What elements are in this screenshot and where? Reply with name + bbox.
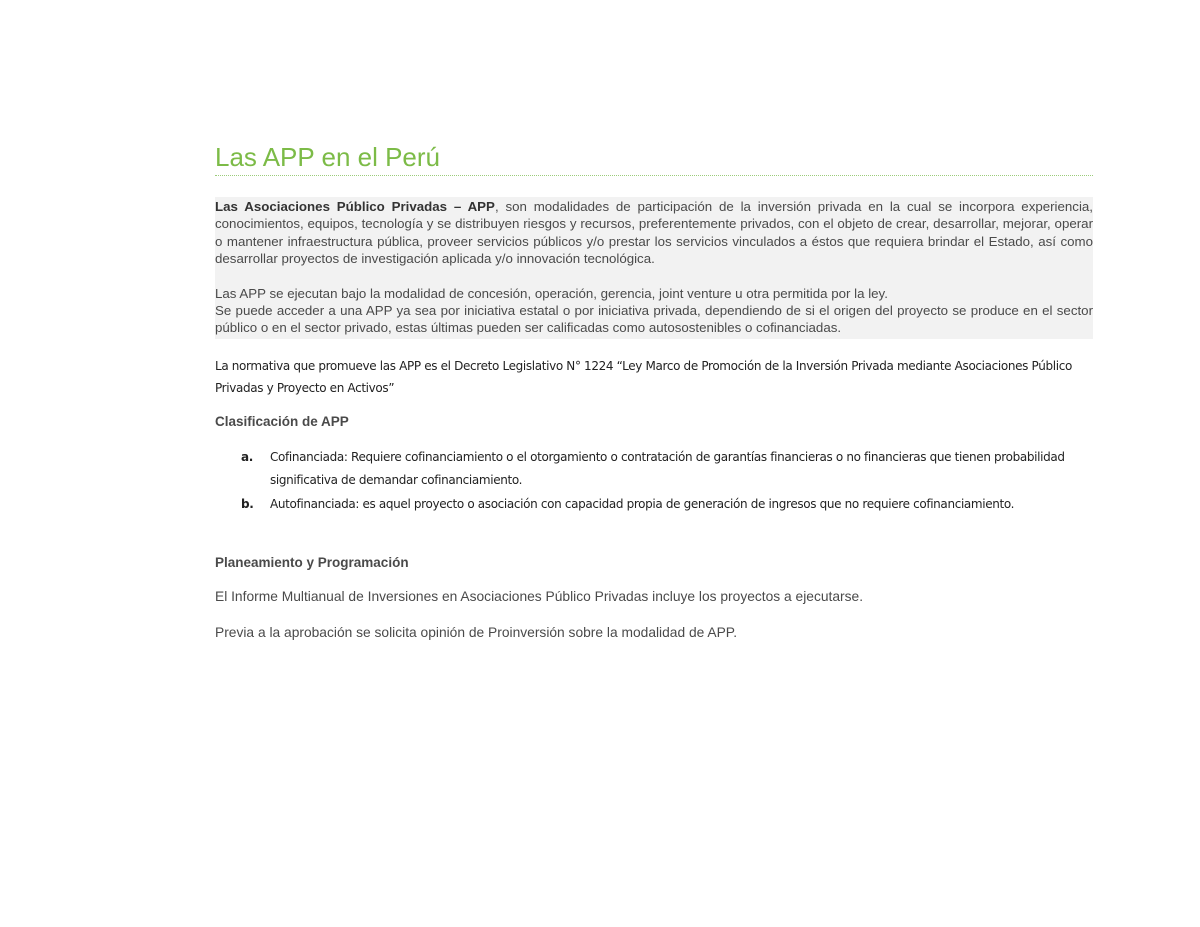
list-marker: b.: [241, 496, 254, 511]
list-item-text: Autofinanciada: es aquel proyecto o asociación con capacidad propia de generación de ingresos que no requiere cofinanciamiento.: [270, 496, 1015, 511]
modalities-paragraph: Las APP se ejecutan bajo la modalidad de concesión, operación, gerencia, joint venture u otra permitida por la ley.: [215, 285, 888, 301]
planning-heading: Planeamiento y Programación: [215, 555, 409, 571]
intro-bold-lead: Las Asociaciones Público Privadas – APP: [215, 199, 495, 214]
intro-box: [215, 197, 1093, 339]
planning-paragraph-1: El Informe Multianual de Inversiones en Asociaciones Público Privadas incluye los proyectos a ejecutarse.: [215, 589, 864, 605]
intro-paragraph: [215, 198, 1093, 268]
list-marker: a.: [241, 449, 253, 464]
intro-rest: , son modalidades de participación de la inversión privada en la cual se incorpora experiencia, conocimientos, equipos, tecnología y se distribuyen riesgos y recursos, preferentemente privados, con el objeto de crear, desarrollar, mejorar, operar o mantener infraestructura pública, proveer servicios públicos y/o prestar los servicios vinculados a éstos que requiera brindar el Estado, así como desarrollar proyectos de investigación aplicada y/o innovación tecnológica.: [215, 199, 1093, 267]
page-title: Las APP en el Perú: [215, 142, 441, 172]
document-page: [215, 140, 1093, 642]
title-divider: [215, 175, 1093, 176]
classification-heading: Clasificación de APP: [215, 413, 349, 429]
list-item: [241, 493, 1093, 517]
planning-paragraph-2: Previa a la aprobación se solicita opinión de Proinversión sobre la modalidad de APP.: [215, 625, 738, 641]
list-item-text: Cofinanciada: Requiere cofinanciamiento o el otorgamiento o contratación de garantías financieras o no financieras que tienen probabilidad significativa de demandar cofinanciamiento.: [270, 449, 1065, 488]
access-paragraph: Se puede acceder a una APP ya sea por iniciativa estatal o por iniciativa privada, dependiendo de si el origen del proyecto se produce en el sector público o en el sector privado, estas últimas pueden ser calificadas como autosostenibles o cofinanciadas.: [215, 303, 1093, 336]
list-item: [241, 446, 1093, 493]
classification-list: [215, 446, 1093, 517]
law-paragraph: La normativa que promueve las APP es el Decreto Legislativo N° 1224 “Ley Marco de Promoción de la Inversión Privada mediante Asociaciones Público Privadas y Proyecto en Activos”: [215, 358, 1072, 395]
